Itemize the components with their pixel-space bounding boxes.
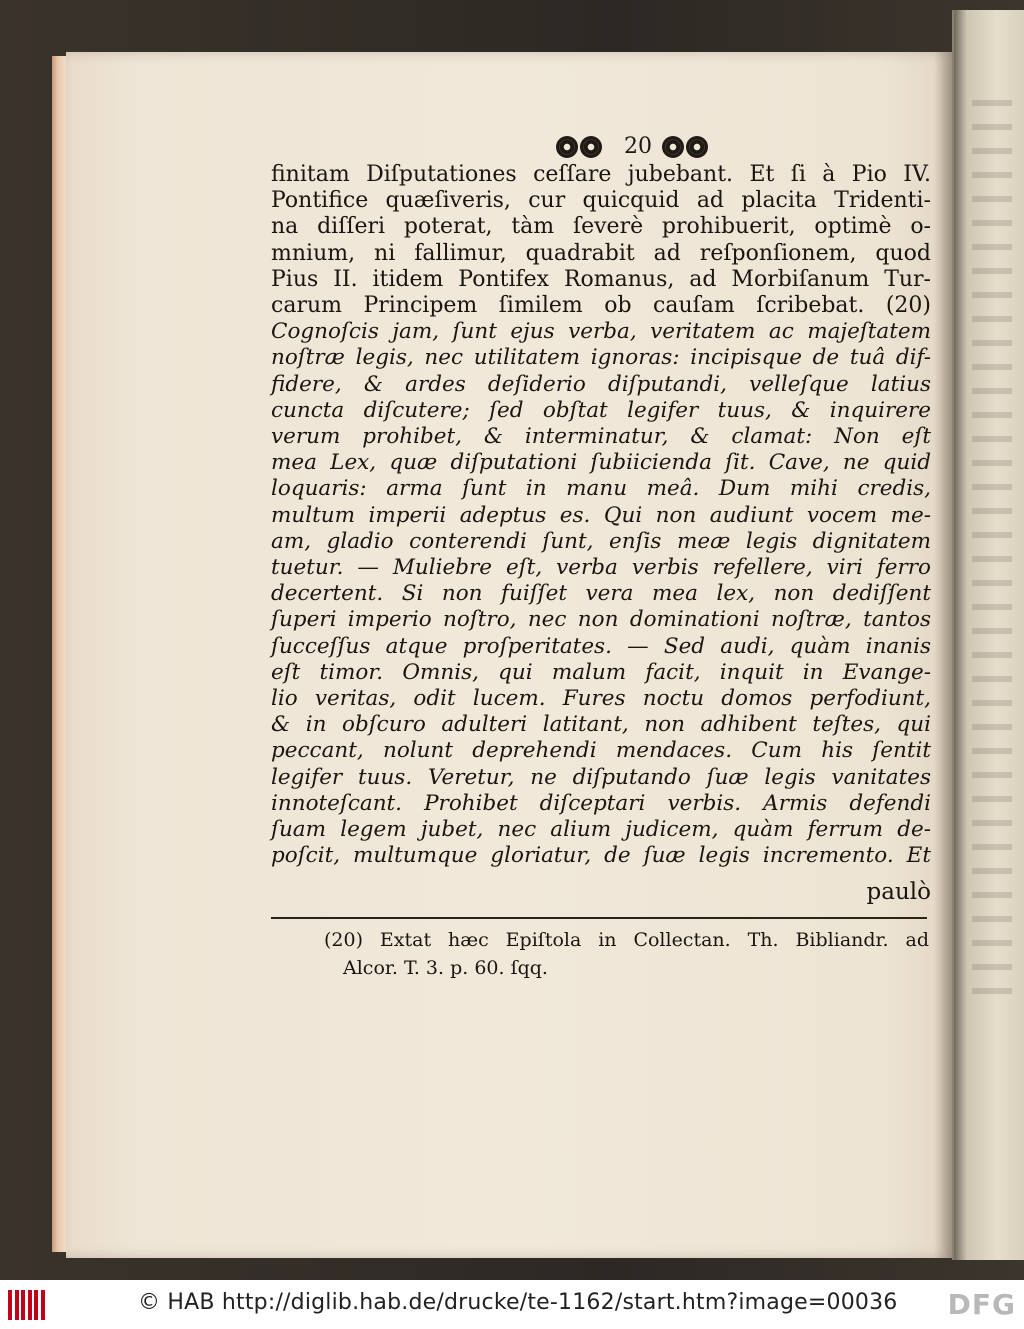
- text-line: peccant, nolunt deprehendi mendaces. Cum his ſentit: [271, 738, 931, 764]
- ornament-left-icon: [556, 136, 606, 162]
- text-line: am, gladio conterendi ſunt, enſis meæ legis dignitatem: [271, 528, 931, 554]
- text-line: noſtræ legis, nec utilitatem ignoras: incipisque de tuâ dif-: [271, 345, 931, 371]
- page-number: 20: [624, 134, 652, 159]
- text-line: Cognoſcis jam, ſunt ejus verba, veritatem ac majeſtatem: [271, 319, 931, 345]
- text-line: na diſſeri poterat, tàm ſeverè prohibuerit, optimè o-: [271, 214, 931, 240]
- ornament-right-icon: [662, 136, 712, 162]
- footer-bar: [0, 1280, 1024, 1329]
- text-line: & in obſcuro adulteri latitant, non adhibent teſtes, qui: [271, 712, 931, 738]
- credit-link[interactable]: © HAB http://diglib.hab.de/drucke/te-1162/start.htm?image=00036: [138, 1290, 898, 1315]
- text-line: verum prohibet, & interminatur, & clamat: Non eſt: [271, 424, 931, 449]
- text-line: lio veritas, odit lucem. Fures noctu domos perfodiunt,: [271, 686, 931, 711]
- text-line: innoteſcant. Prohibet diſceptari verbis. Armis defendi: [271, 790, 931, 816]
- text-line: mnium, ni fallimur, quadrabit ad reſponſionem, quod: [271, 240, 931, 266]
- book-page: [66, 52, 952, 1258]
- catchword: paulò: [866, 879, 931, 905]
- text-line: tuetur. — Muliebre eſt, verba verbis refellere, viri ferro: [271, 555, 931, 580]
- text-line: finitam Diſputationes ceſſare jubebant. Et ſi à Pio IV.: [271, 162, 931, 187]
- text-line: multum imperii adeptus es. Qui non audiunt vocem me-: [271, 502, 931, 528]
- footnote-rule: [271, 917, 927, 919]
- text-line: poſcit, multumque gloriatur, de ſuæ legis incremento. Et: [271, 843, 931, 869]
- next-page-edge: [952, 10, 1024, 1260]
- text-line: carum Principem ſimilem ob cauſam ſcribebat. (20): [271, 293, 931, 318]
- dfg-logo: DFG: [947, 1288, 1016, 1321]
- text-line: ſucceſſus atque proſperitates. — Sed audi, quàm inanis: [271, 633, 931, 659]
- text-line: Pontifice quæſiveris, cur quicquid ad placita Tridenti-: [271, 188, 931, 214]
- page-edge-strip: [52, 56, 66, 1252]
- text-line: legifer tuus. Veretur, ne diſputando ſuæ legis vanitates: [271, 764, 931, 790]
- text-line: ſuam legem jubet, nec alium judicem, quàm ferrum de-: [271, 817, 931, 842]
- hab-barcode-logo-icon: [8, 1290, 50, 1320]
- show-through-text: [972, 100, 1012, 1000]
- text-line: cuncta diſcutere; ſed obſtat legifer tuus, & inquirere: [271, 397, 931, 423]
- footnote-line-1: (20) Extat hæc Epiſtola in Collectan. Th. Bibliandr. ad: [324, 929, 929, 951]
- text-line: Pius II. itidem Pontifex Romanus, ad Morbiſanum Tur-: [271, 266, 931, 292]
- text-line: mea Lex, quæ diſputationi ſubiicienda ſit. Cave, ne quid: [271, 450, 931, 476]
- text-line: decertent. Si non fuiſſet vera mea lex, non dediſſent: [271, 581, 931, 607]
- text-line: loquaris: arma ſunt in manu meâ. Dum mihi credis,: [271, 476, 931, 502]
- footnote-line-2: Alcor. T. 3. p. 60. ſqq.: [343, 957, 548, 979]
- text-line: eſt timor. Omnis, qui malum facit, inquit in Evange-: [271, 659, 931, 685]
- text-line: fidere, & ardes deſiderio diſputandi, velleſque latius: [271, 371, 931, 397]
- text-line: ſuperi imperio noſtro, nec non dominationi noſtræ, tantos: [271, 607, 931, 633]
